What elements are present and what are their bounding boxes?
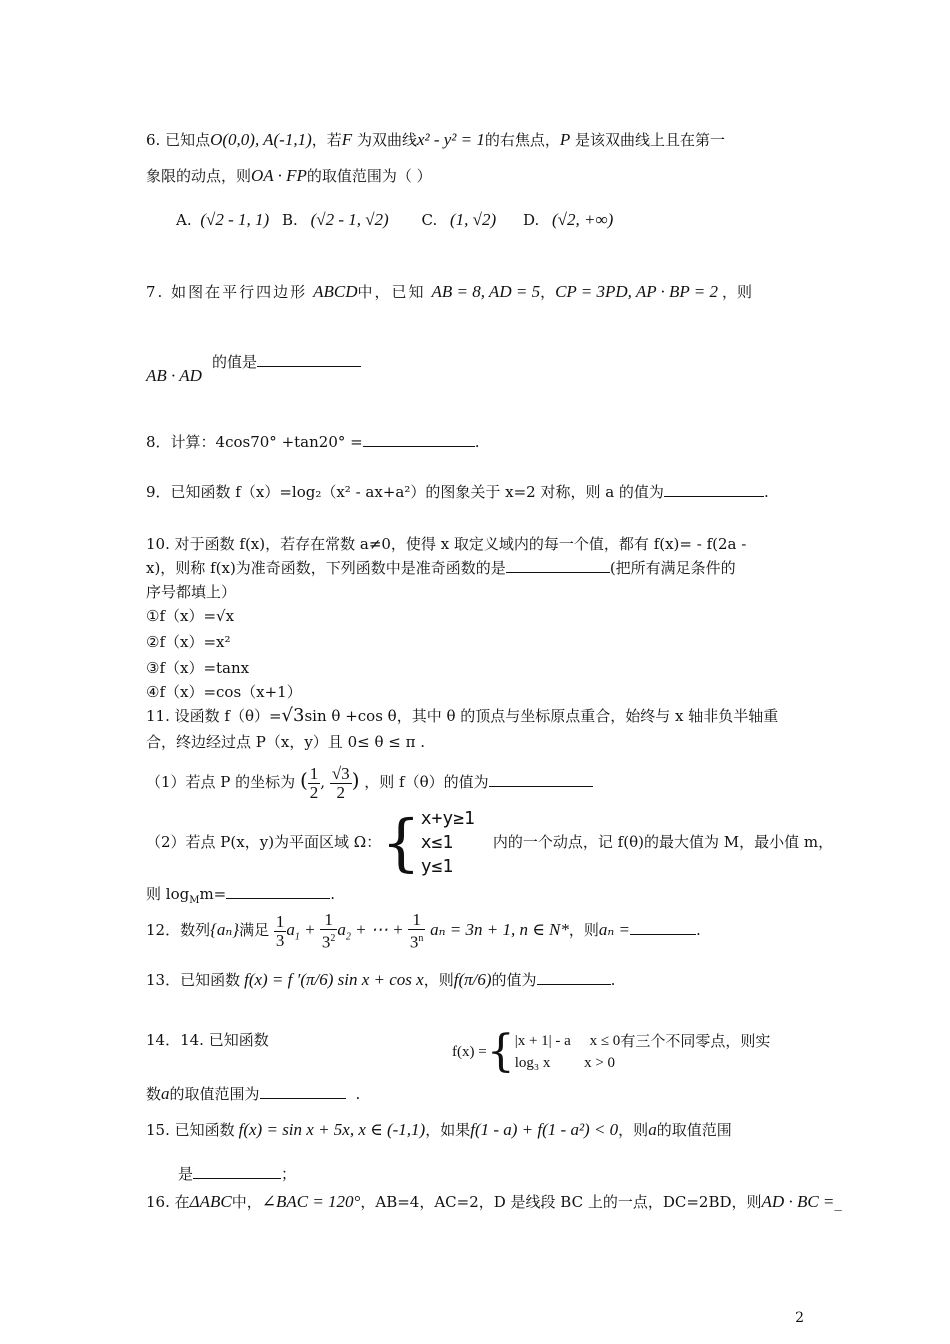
q6-line1 bbox=[146, 130, 725, 150]
q7-text: 中，已知 bbox=[357, 283, 426, 301]
q14-case: |x + 1| - a x ≤ 0 bbox=[514, 1033, 621, 1049]
q15-text: 15. 已知函数 bbox=[146, 1121, 235, 1139]
q7-parallelogram: ABCD bbox=[313, 282, 358, 301]
q13-line bbox=[146, 958, 615, 1002]
q6-option-a: (√2 - 1, 1) bbox=[200, 210, 270, 229]
q11-sqrt3: √3 bbox=[281, 705, 305, 726]
q6-option-c-label: C. bbox=[421, 211, 438, 229]
q12-an: aₙ = bbox=[598, 920, 631, 939]
q7-text: ， bbox=[540, 283, 556, 301]
q6-points: O(0,0), A(-1,1) bbox=[210, 130, 312, 149]
q12-answer-blank[interactable] bbox=[630, 920, 696, 935]
left-brace-icon: { bbox=[381, 806, 421, 879]
q10-item-text: ①f（x）=√x bbox=[146, 607, 235, 625]
q14-text: 的取值范围为 bbox=[169, 1085, 260, 1103]
q12-text: ，则 bbox=[568, 921, 599, 939]
q13-value: f(π/6) bbox=[453, 970, 492, 989]
q11-frac-half bbox=[308, 765, 321, 802]
q11-frac-sqrt3-half bbox=[330, 765, 352, 802]
q6-option-b-label: B. bbox=[282, 211, 298, 229]
frac-den: 2 bbox=[336, 782, 346, 802]
q7-text: ，则 bbox=[721, 283, 752, 301]
q11-inequality: y≤1 bbox=[420, 856, 454, 877]
q14-piecewise bbox=[452, 1026, 770, 1076]
q11-text: （1）若点 P 的坐标为 bbox=[146, 773, 296, 791]
q6-text: 的右焦点， bbox=[484, 131, 560, 149]
q10-line1 bbox=[146, 534, 746, 554]
q16-text: 中， bbox=[231, 1193, 262, 1211]
q6-option-a-label: A. bbox=[176, 211, 192, 229]
frac-num: 1 bbox=[309, 763, 319, 783]
q16-angle: ∠BAC = 120° bbox=[261, 1192, 361, 1211]
q10-text: 序号都填上） bbox=[146, 583, 237, 601]
q11-part1-blank[interactable] bbox=[489, 772, 593, 787]
q10-item-text: ③f（x）=tanx bbox=[146, 659, 250, 677]
q12-sequence: {aₙ} bbox=[210, 920, 240, 939]
q15-condition: f(1 - a) + f(1 - a²) < 0 bbox=[470, 1120, 619, 1139]
q10-text: 10. 对于函数 f(x)，若存在常数 a≠0，使得 x 取定义域内的每一个值，都有 f(x)= - f(2a - bbox=[146, 535, 747, 553]
q7-text: 7. 如图在平行四边形 bbox=[146, 283, 308, 301]
q6-text: ，若 bbox=[311, 131, 342, 149]
q6-option-c: (1, √2) bbox=[450, 210, 497, 229]
q8-period: . bbox=[474, 433, 480, 451]
q7-text: 的值是 bbox=[212, 353, 258, 371]
q12-recurrence: aₙ = 3n + 1, n ∈ N* bbox=[430, 920, 569, 939]
q7-ab-ad: AB · AD bbox=[146, 366, 202, 385]
q14-line1 bbox=[146, 1030, 269, 1050]
q13-function: f(x) = f ′(π/6) sin x + cos x bbox=[244, 970, 424, 989]
q6-focus: F bbox=[341, 130, 353, 149]
q11-text: m= bbox=[199, 885, 227, 903]
q6-text: 为双曲线 bbox=[352, 131, 417, 149]
q15-line1 bbox=[146, 1120, 732, 1140]
q6-text: 是该双曲线上且在第一 bbox=[570, 131, 726, 149]
q11-region-system bbox=[421, 807, 475, 879]
q6-options bbox=[176, 210, 613, 230]
q10-item-4 bbox=[146, 682, 302, 702]
q14-text: 数 bbox=[146, 1085, 162, 1103]
page-number: 2 bbox=[795, 1310, 804, 1326]
frac-den: 2 bbox=[309, 782, 319, 802]
q14-var-a: a bbox=[161, 1084, 170, 1103]
q15-semicolon: ； bbox=[281, 1165, 297, 1183]
q11-part2 bbox=[146, 806, 833, 878]
q6-text: 6. 已知点 bbox=[146, 131, 211, 149]
q13-answer-blank[interactable] bbox=[537, 970, 611, 985]
q13-period: . bbox=[610, 971, 616, 989]
q14-case: log₃ x x > 0 bbox=[514, 1055, 616, 1071]
q14-line2 bbox=[146, 1084, 360, 1104]
q15-text: ，则 bbox=[618, 1121, 649, 1139]
q15-text: ，如果 bbox=[425, 1121, 471, 1139]
q11-text: sin θ +cos θ，其中 θ 的顶点与坐标原点重合，始终与 x 轴非负半轴重 bbox=[304, 707, 779, 725]
q10-item-2 bbox=[146, 632, 231, 652]
q8-answer-blank[interactable] bbox=[363, 432, 475, 447]
q6-option-b: (√2 - 1, √2) bbox=[310, 210, 389, 229]
q11-inequality: x+y≥1 bbox=[420, 808, 475, 829]
q9-period: . bbox=[763, 483, 769, 501]
q14-answer-blank[interactable] bbox=[260, 1084, 346, 1099]
q12-period: . bbox=[696, 921, 701, 939]
q11-text: 合，终边经过点 P（x，y）且 0≤ θ ≤ π . bbox=[146, 733, 425, 751]
q16-line bbox=[146, 1192, 842, 1212]
q16-text: 16. 在 bbox=[146, 1193, 190, 1211]
q6-text: 象限的动点，则 bbox=[146, 167, 252, 185]
q14-period: . bbox=[355, 1085, 361, 1103]
q15-var-a: a bbox=[648, 1120, 657, 1139]
q7-line1 bbox=[146, 282, 752, 302]
q11-inequality: x≤1 bbox=[420, 832, 454, 853]
q10-item-3 bbox=[146, 658, 249, 678]
q10-text: x)，则称 f(x)为准奇函数，下列函数中是准奇函数的是 bbox=[146, 559, 506, 577]
q7-condition-2: CP = 3PD, AP · BP = 2 bbox=[555, 282, 718, 301]
q14-text: 有三个不同零点，则实 bbox=[620, 1032, 771, 1050]
q11-line2 bbox=[146, 732, 425, 752]
q11-text: 11. 设函数 f（θ）= bbox=[146, 707, 282, 725]
q15-line2 bbox=[178, 1164, 296, 1184]
q11-text: （2）若点 P(x，y)为平面区域 Ω： bbox=[146, 833, 382, 851]
q16-blank-start: _ bbox=[834, 1193, 842, 1211]
q6-expression: OA · FP bbox=[251, 166, 307, 185]
q10-item-1 bbox=[146, 606, 234, 626]
q15-text: 的取值范围 bbox=[656, 1121, 732, 1139]
q12-text: 满足 bbox=[239, 921, 270, 939]
q7-condition-1: AB = 8, AD = 5 bbox=[431, 282, 541, 301]
q15-text: 是 bbox=[178, 1165, 194, 1183]
q8-line bbox=[146, 432, 479, 452]
q13-text: ，则 bbox=[423, 971, 454, 989]
q11-text: 则 log bbox=[146, 885, 190, 903]
q11-part3 bbox=[146, 884, 335, 911]
q7-answer-blank[interactable] bbox=[257, 352, 361, 367]
q13-text: 13．已知函数 bbox=[146, 971, 241, 989]
q6-point-p: P bbox=[559, 130, 571, 149]
q11-part1: （1）若点 P 的坐标为 ( $\frac{1}{2}$ , $\frac{√3}{2}$ ) ，则 f（θ）的值为 bbox=[146, 758, 593, 802]
q7-line2 bbox=[212, 352, 361, 372]
q11-part3-blank[interactable] bbox=[226, 884, 330, 899]
q11-text: ，则 f（θ）的值为 bbox=[364, 773, 489, 791]
q11-text: 内的一个动点，记 f(θ)的最大值为 M，最小值 m， bbox=[492, 833, 834, 851]
q8-text: 8．计算：4cos70° +tan20° = bbox=[146, 433, 363, 451]
q11-log-base: M bbox=[189, 895, 200, 906]
q14-f: f(x) = bbox=[452, 1044, 487, 1060]
q10-answer-blank[interactable] bbox=[506, 558, 610, 573]
q10-item-text: ④f（x）=cos（x+1） bbox=[146, 683, 302, 701]
q11-line1 bbox=[146, 706, 778, 726]
q6-option-d: (√2, +∞) bbox=[552, 210, 614, 229]
q15-function: f(x) = sin x + 5x, x ∈ (-1,1) bbox=[238, 1120, 426, 1139]
q6-line2 bbox=[146, 166, 432, 186]
q10-line3 bbox=[146, 582, 236, 602]
q9-text: 9．已知函数 f（x）=log₂（x² - ax+a²）的图象关于 x=2 对称，则 a 的值为 bbox=[146, 483, 664, 501]
q16-text: ，AB=4，AC=2，D 是线段 BC 上的一点，DC=2BD，则 bbox=[360, 1193, 762, 1211]
q12-line: 12．数列{aₙ}满足 $\frac{1}{3}$ $a_1$ + $\frac{1}{3^2}$ $a_2$ + ⋯ + $\frac{1}{3^n}$ aₙ = 3n + 1, n ∈ N*，则aₙ = . bbox=[146, 909, 701, 952]
q11-period: . bbox=[330, 885, 336, 903]
left-brace-icon: { bbox=[486, 1026, 515, 1077]
q9-answer-blank[interactable] bbox=[664, 482, 764, 497]
q16-triangle: ΔABC bbox=[189, 1192, 232, 1211]
q6-option-d-label: D. bbox=[522, 211, 540, 229]
q10-line2 bbox=[146, 558, 736, 578]
q10-text: (把所有满足条件的 bbox=[609, 559, 736, 577]
q10-item-text: ②f（x）=x² bbox=[146, 633, 231, 651]
q16-dot-product: AD · BC = bbox=[761, 1192, 835, 1211]
q9-line bbox=[146, 482, 769, 502]
q6-hyperbola: x² - y² = 1 bbox=[416, 130, 485, 149]
q7-expression bbox=[146, 366, 202, 386]
q6-text: 的取值范围为（ ） bbox=[306, 167, 432, 185]
q13-text: 的值为 bbox=[491, 971, 537, 989]
frac-num: √3 bbox=[331, 763, 350, 783]
q12-text: 12．数列 bbox=[146, 921, 211, 939]
q14-text: 14．14. 已知函数 bbox=[146, 1031, 269, 1049]
q15-answer-blank[interactable] bbox=[193, 1164, 281, 1179]
